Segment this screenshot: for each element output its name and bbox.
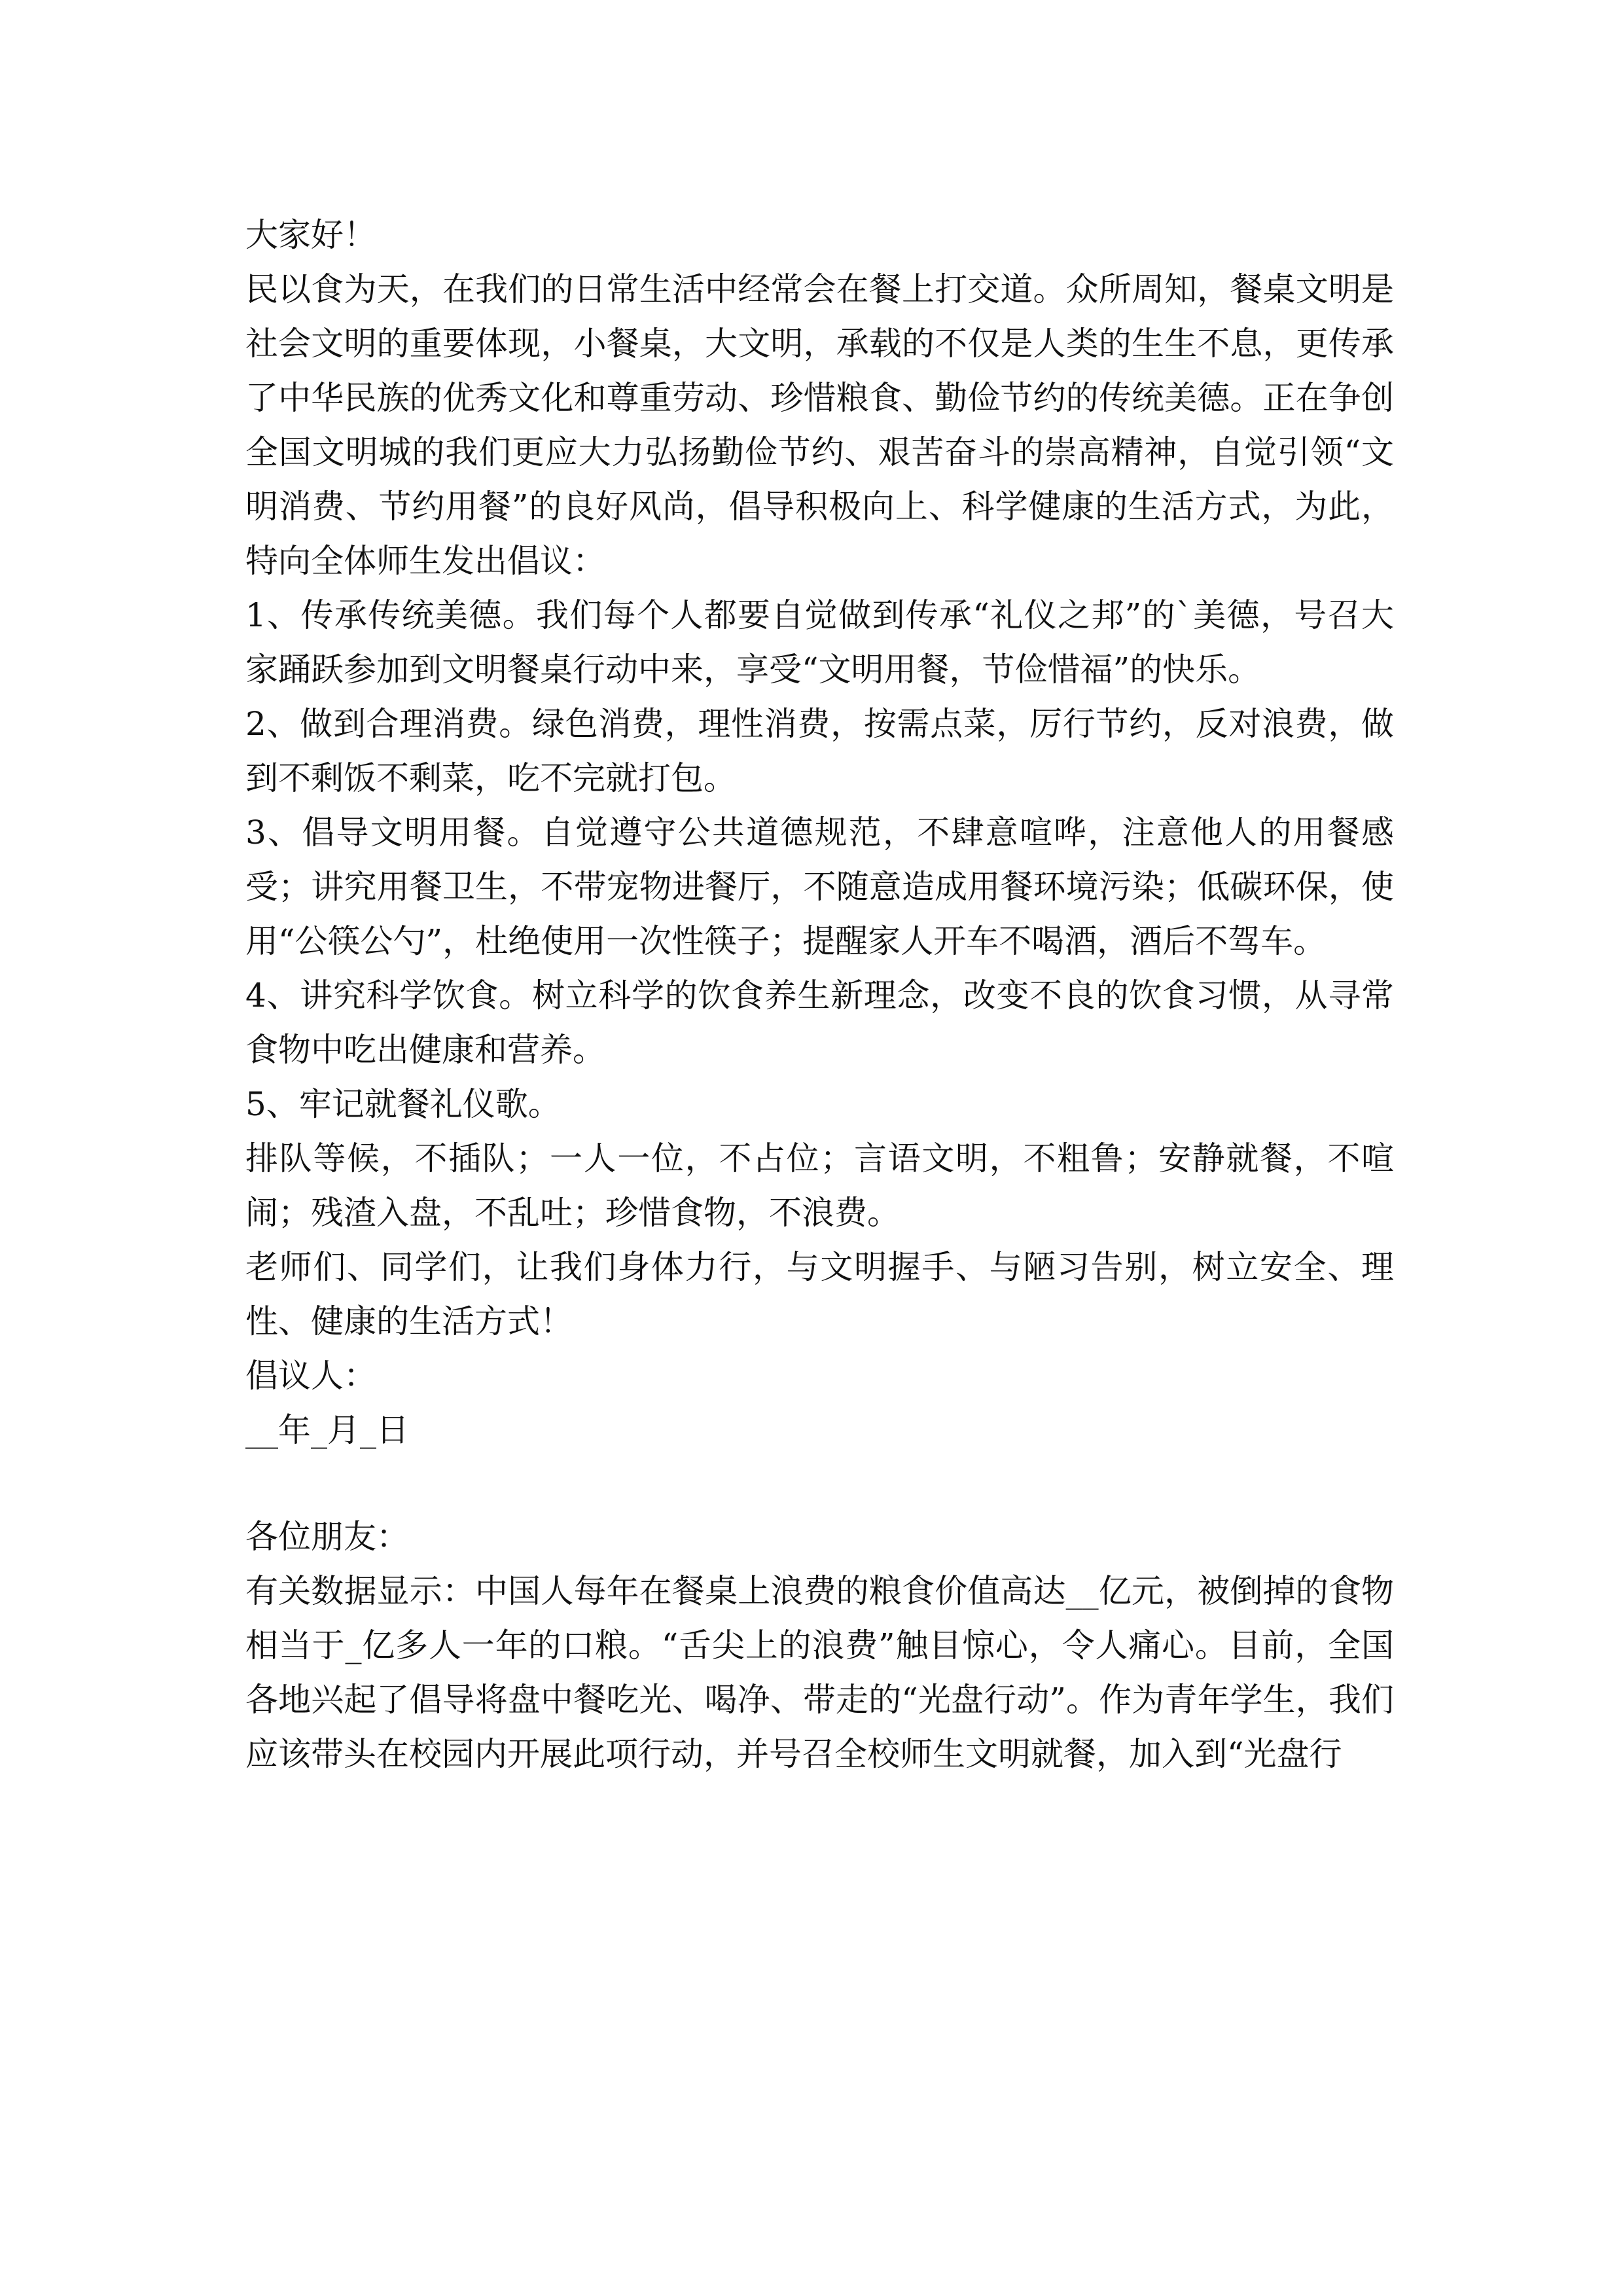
closing-paragraph: 老师们、同学们，让我们身体力行，与文明握手、与陋习告别，树立安全、理性、健康的生活方式！	[245, 1248, 1394, 1340]
second-body-paragraph: 有关数据显示：中国人每年在餐桌上浪费的粮食价值高达__亿元，被倒掉的食物相当于_亿多人一年的口粮。“舌尖上的浪费”触目惊心，令人痛心。目前，全国各地兴起了倡导将盘中餐吃光、喝净、带走的“光盘行动”。作为青年学生，我们应该带头在校园内开展此项行动，并号召全校师生文明就餐，加入到“光盘行	[245, 1572, 1394, 1773]
proposal-item-4: 4、讲究科学饮食。树立科学的饮食养生新理念，改变不良的饮食习惯，从寻常食物中吃出健康和营养。	[245, 977, 1394, 1069]
signature-line: 倡议人：	[245, 1357, 376, 1395]
proposal-item-1: 1、传承传统美德。我们每个人都要自觉做到传承“礼仪之邦”的`美德，号召大家踊跃参加到文明餐桌行动中来，享受“文明用餐，节俭惜福”的快乐。	[245, 596, 1394, 689]
second-greeting: 各位朋友：	[245, 1518, 409, 1556]
proposal-item-5: 5、牢记就餐礼仪歌。	[245, 1085, 561, 1123]
proposal-item-3: 3、倡导文明用餐。自觉遵守公共道德规范，不肆意喧哗，注意他人的用餐感受；讲究用餐卫生，不带宠物进餐厅，不随意造成用餐环境污染；低碳环保，使用“公筷公勺”，杜绝使用一次性筷子；提醒家人开车不喝酒，酒后不驾车。	[245, 814, 1394, 960]
proposal-item-2: 2、做到合理消费。绿色消费，理性消费，按需点菜，厉行节约，反对浪费，做到不剩饭不剩菜，吃不完就打包。	[245, 705, 1394, 797]
date-line: __年_月_日	[245, 1411, 409, 1449]
greeting: 大家好！	[245, 216, 376, 254]
dining-etiquette-song: 排队等候，不插队；一人一位，不占位；言语文明，不粗鲁；安静就餐，不喧闹；残渣入盘，不乱吐；珍惜食物，不浪费。	[245, 1139, 1394, 1232]
document-body	[245, 208, 1394, 1782]
intro-paragraph: 民以食为天，在我们的日常生活中经常会在餐上打交道。众所周知，餐桌文明是社会文明的重要体现，小餐桌，大文明，承载的不仅是人类的生生不息，更传承了中华民族的优秀文化和尊重劳动、珍惜粮食、勤俭节约的传统美德。正在争创全国文明城的我们更应大力弘扬勤俭节约、艰苦奋斗的崇高精神，自觉引领“文明消费、节约用餐”的良好风尚，倡导积极向上、科学健康的生活方式，为此，特向全体师生发出倡议：	[245, 270, 1394, 580]
section-divider-space	[245, 1458, 1394, 1510]
